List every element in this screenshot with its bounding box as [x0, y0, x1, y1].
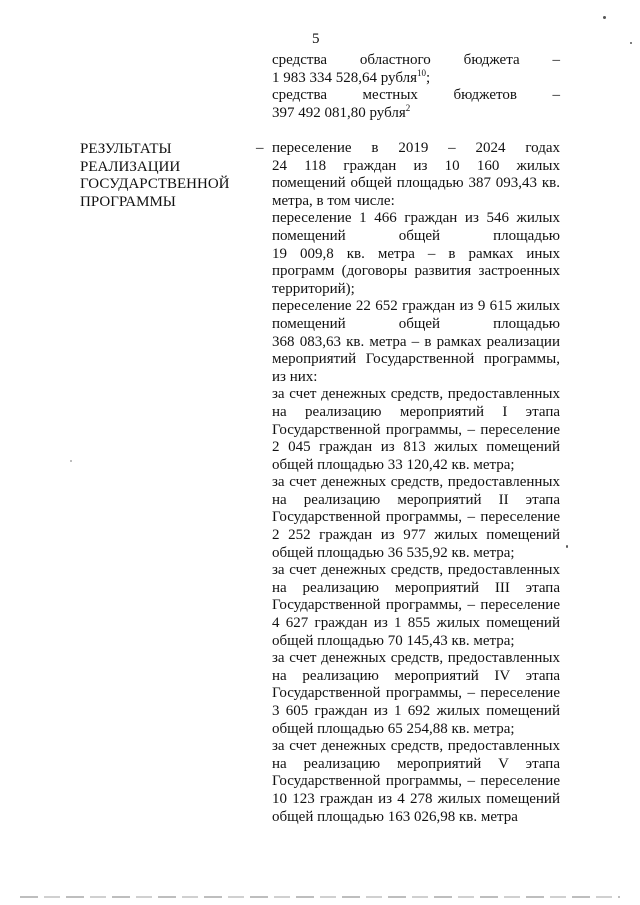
results-line: 2 045 граждан из 813 жилых помещений	[272, 439, 560, 456]
results-line: 3 605 граждан из 1 692 жилых помещений	[272, 703, 560, 719]
results-line: мероприятий Государственной программы,	[272, 351, 560, 368]
results-line: помещений общей площадью	[272, 315, 560, 332]
results-line: на реализацию мероприятий I этапа	[272, 403, 560, 420]
results-line: Государственной программы, – переселение	[272, 421, 560, 438]
regional-budget-footnote: 10	[417, 67, 426, 78]
results-line: 24 118 граждан из 10 160 жилых	[272, 157, 560, 174]
heading-line: РЕАЛИЗАЦИИ	[80, 158, 181, 175]
local-budget-amount-line	[272, 102, 560, 123]
funding-sources-tail	[272, 52, 560, 122]
regional-budget-amount-line	[272, 67, 560, 88]
results-line: Государственной программы, – переселение	[272, 597, 560, 614]
results-line: 368 083,63 кв. метра – в рамках реализации	[272, 333, 560, 350]
heading-line: ПРОГРАММЫ	[80, 193, 176, 210]
results-line: общей площадью 163 026,98 кв. метра	[272, 808, 518, 825]
results-line: Государственной программы, – переселение	[272, 773, 560, 790]
results-line: 19 009,8 кв. метра – в рамках иных	[272, 245, 560, 262]
results-line: общей площадью 33 120,42 кв. метра;	[272, 456, 515, 473]
results-line: Государственной программы, – переселение	[272, 509, 560, 526]
results-line: за счет денежных средств, предоставленных	[272, 650, 560, 667]
local-budget-amount: 397 492 081,80 рубля	[272, 104, 406, 121]
heading-line: ГОСУДАРСТВЕННОЙ	[80, 176, 230, 193]
regional-budget-label: средства областного бюджета –	[272, 52, 560, 68]
results-line: за счет денежных средств, предоставленных	[272, 474, 560, 491]
results-line: переселение 22 652 граждан из 9 615 жилых	[272, 298, 560, 315]
results-line: общей площадью 70 145,43 кв. метра;	[272, 632, 515, 649]
results-line: 2 252 граждан из 977 жилых помещений	[272, 527, 560, 544]
heading-line: РЕЗУЛЬТАТЫ	[80, 141, 172, 157]
results-line: помещений общей площадью	[272, 227, 560, 244]
results-text	[272, 140, 560, 826]
results-line: территорий);	[272, 280, 355, 297]
results-line: на реализацию мероприятий V этапа	[272, 755, 560, 772]
results-line: на реализацию мероприятий IV этапа	[272, 667, 560, 684]
results-line: общей площадью 65 254,88 кв. метра;	[272, 720, 515, 737]
scan-speck	[630, 42, 632, 44]
results-line: Государственной программы, – переселение	[272, 685, 560, 702]
results-line: за счет денежных средств, предоставленных	[272, 562, 560, 579]
regional-budget-terminator: ;	[426, 69, 431, 86]
results-dash: –	[256, 140, 264, 156]
local-budget-label: средства местных бюджетов –	[272, 87, 560, 104]
results-line: переселение в 2019 – 2024 годах	[272, 140, 560, 156]
results-line: помещений общей площадью 387 093,43 кв.	[272, 175, 560, 192]
local-budget-footnote: 2	[405, 102, 411, 113]
scan-speck	[70, 460, 72, 462]
page-number: 5	[312, 31, 320, 47]
results-line: общей площадью 36 535,92 кв. метра;	[272, 544, 515, 561]
regional-budget-amount: 1 983 334 528,64 рубля	[272, 69, 417, 86]
results-line: на реализацию мероприятий III этапа	[272, 579, 560, 596]
results-line: метра, в том числе:	[272, 192, 395, 209]
scan-speck	[566, 545, 568, 548]
results-line: программ (договоры развития застроенных	[272, 263, 560, 280]
results-line: переселение 1 466 граждан из 546 жилых	[272, 210, 560, 227]
results-line: за счет денежных средств, предоставленных	[272, 386, 560, 403]
results-line: за счет денежных средств, предоставленных	[272, 738, 560, 755]
results-line: на реализацию мероприятий II этапа	[272, 491, 560, 508]
scan-edge-rule	[20, 896, 620, 898]
results-line: 4 627 граждан из 1 855 жилых помещений	[272, 615, 560, 632]
scan-speck	[603, 16, 606, 19]
results-heading	[80, 141, 229, 211]
results-line: 10 123 граждан из 4 278 жилых помещений	[272, 790, 560, 807]
results-line: из них:	[272, 368, 318, 385]
